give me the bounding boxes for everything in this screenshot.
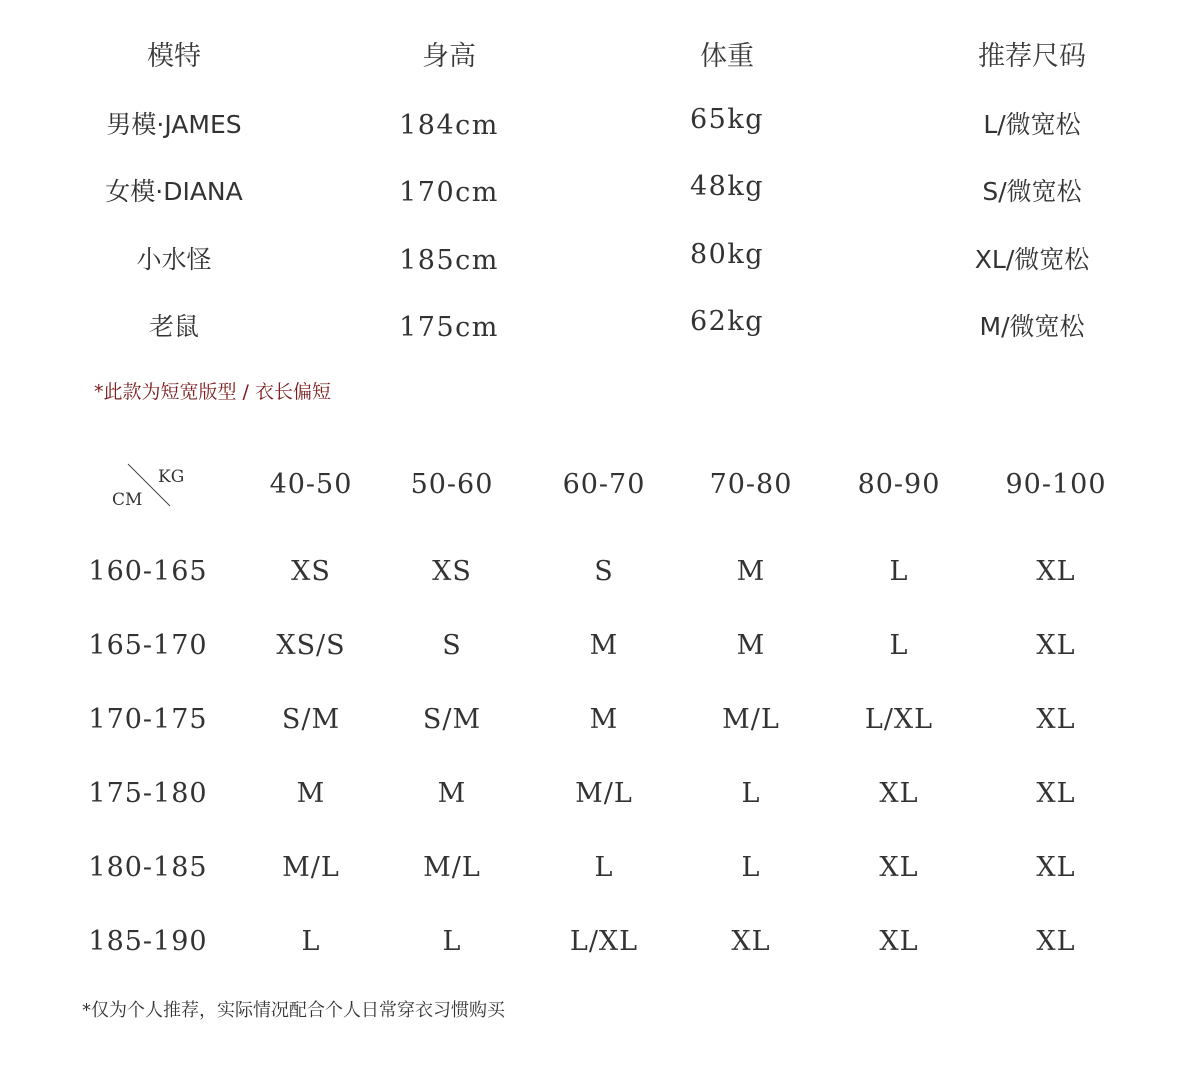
model-height-cell: 175cm: [399, 312, 499, 343]
header-weight: 体重: [700, 41, 754, 72]
weight-range-header: 50-60: [410, 469, 494, 500]
height-range-label: 185-190: [88, 926, 208, 957]
weight-axis-label: KG: [158, 467, 185, 487]
size-cell: XL: [1036, 926, 1076, 957]
size-cell: XS/S: [276, 630, 346, 661]
size-cell: M: [296, 778, 326, 809]
size-cell: M/L: [722, 704, 780, 735]
model-size-cell: XL/微宽松: [974, 245, 1090, 274]
size-cell: S: [594, 556, 614, 587]
weight-range-header: 90-100: [1005, 469, 1107, 500]
size-cell: L/XL: [864, 704, 934, 735]
model-height-cell: 170cm: [399, 177, 499, 208]
fit-note: *此款为短宽版型 / 衣长偏短: [94, 381, 331, 403]
size-cell: S: [442, 630, 462, 661]
size-cell: S/M: [422, 704, 482, 735]
model-height-cell: 185cm: [399, 245, 499, 276]
weight-range-header: 70-80: [709, 469, 793, 500]
size-chart-corner-header: [108, 462, 188, 512]
model-height-cell: 184cm: [399, 110, 499, 141]
size-cell: M: [589, 630, 619, 661]
weight-range-header: 60-70: [562, 469, 646, 500]
height-range-label: 170-175: [88, 704, 208, 735]
size-cell: M/L: [282, 852, 340, 883]
model-size-cell: S/微宽松: [982, 177, 1082, 206]
size-cell: M: [589, 704, 619, 735]
model-model-cell: 老鼠: [148, 312, 200, 341]
model-weight-cell: 48kg: [689, 171, 765, 202]
size-cell: L: [594, 852, 614, 883]
size-cell: XL: [1036, 556, 1076, 587]
model-weight-cell: 80kg: [689, 239, 765, 270]
model-weight-cell: 65kg: [689, 104, 765, 135]
size-cell: XL: [1036, 704, 1076, 735]
size-cell: S/M: [281, 704, 341, 735]
weight-range-header: 80-90: [857, 469, 941, 500]
size-cell: M: [736, 556, 766, 587]
model-size-cell: L/微宽松: [983, 110, 1081, 139]
size-cell: XL: [879, 852, 919, 883]
disclaimer-note: *仅为个人推荐，实际情况配合个人日常穿衣习惯购买: [82, 1000, 505, 1021]
height-range-label: 160-165: [88, 556, 208, 587]
size-cell: L: [889, 556, 909, 587]
size-cell: XL: [879, 926, 919, 957]
size-cell: L: [741, 852, 761, 883]
size-cell: L/XL: [569, 926, 639, 957]
size-cell: L: [741, 778, 761, 809]
header-height: 身高: [422, 41, 476, 72]
size-cell: XL: [731, 926, 771, 957]
size-cell: XS: [291, 556, 331, 587]
header-recommended-size: 推荐尺码: [978, 41, 1086, 72]
height-range-label: 165-170: [88, 630, 208, 661]
size-cell: XL: [1036, 778, 1076, 809]
model-model-cell: 女模·DIANA: [105, 177, 243, 206]
height-axis-label: CM: [112, 490, 143, 510]
size-cell: L: [301, 926, 321, 957]
height-range-label: 180-185: [88, 852, 208, 883]
header-model: 模特: [147, 41, 201, 72]
size-cell: XL: [1036, 630, 1076, 661]
weight-range-header: 40-50: [269, 469, 353, 500]
size-cell: M/L: [575, 778, 633, 809]
size-cell: XL: [879, 778, 919, 809]
size-cell: XL: [1036, 852, 1076, 883]
size-cell: L: [889, 630, 909, 661]
size-cell: M: [437, 778, 467, 809]
model-size-cell: M/微宽松: [979, 312, 1085, 341]
model-weight-cell: 62kg: [689, 306, 765, 337]
size-cell: M: [736, 630, 766, 661]
size-cell: L: [442, 926, 462, 957]
size-cell: M/L: [423, 852, 481, 883]
model-model-cell: 小水怪: [136, 245, 212, 274]
height-range-label: 175-180: [88, 778, 208, 809]
model-model-cell: 男模·JAMES: [106, 110, 242, 139]
size-cell: XS: [432, 556, 472, 587]
